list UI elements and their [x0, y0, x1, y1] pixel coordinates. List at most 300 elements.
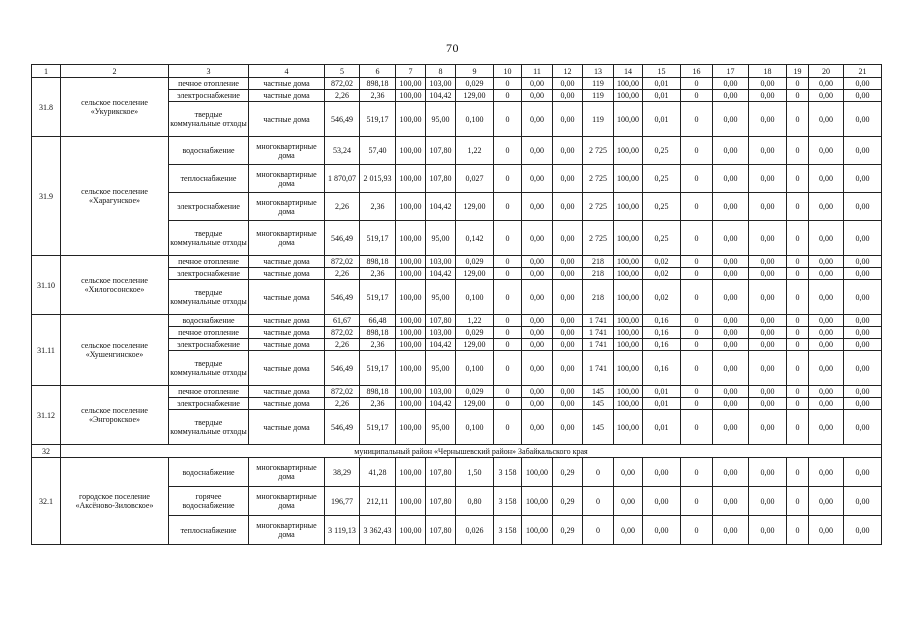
service-type: водоснабжение — [169, 315, 249, 327]
column-header: 18 — [749, 65, 787, 78]
value-cell: 0,25 — [643, 165, 681, 193]
value-cell: 0 — [681, 221, 713, 256]
value-cell: 0,00 — [749, 137, 787, 165]
value-cell: 3 362,43 — [360, 516, 396, 545]
value-cell: 2,36 — [360, 268, 396, 280]
value-cell: 0,00 — [713, 410, 749, 445]
column-header: 15 — [643, 65, 681, 78]
value-cell: 0 — [681, 398, 713, 410]
value-cell: 0,02 — [643, 280, 681, 315]
value-cell: 0,00 — [809, 351, 844, 386]
header-row — [32, 65, 882, 78]
value-cell: 0,00 — [844, 386, 882, 398]
value-cell: 100,00 — [614, 193, 643, 221]
value-cell: 0,00 — [553, 102, 583, 137]
housing-type: многоквартирные дома — [249, 165, 325, 193]
value-cell: 0 — [787, 280, 809, 315]
value-cell: 53,24 — [325, 137, 360, 165]
value-cell: 0 — [787, 102, 809, 137]
value-cell: 0,00 — [809, 90, 844, 102]
value-cell: 0,00 — [844, 458, 882, 487]
value-cell: 0,00 — [522, 327, 553, 339]
table-row — [32, 315, 882, 327]
value-cell: 0,02 — [643, 268, 681, 280]
value-cell: 0,01 — [643, 90, 681, 102]
value-cell: 0,00 — [844, 256, 882, 268]
value-cell: 0,026 — [456, 516, 494, 545]
housing-type: многоквартирные дома — [249, 221, 325, 256]
service-type: электроснабжение — [169, 268, 249, 280]
value-cell: 0,00 — [749, 193, 787, 221]
value-cell: 100,00 — [396, 280, 426, 315]
value-cell: 0 — [681, 516, 713, 545]
value-cell: 100,00 — [614, 78, 643, 90]
value-cell: 0 — [494, 193, 522, 221]
value-cell: 95,00 — [426, 410, 456, 445]
value-cell: 0,00 — [809, 268, 844, 280]
value-cell: 546,49 — [325, 221, 360, 256]
value-cell: 0,00 — [713, 221, 749, 256]
value-cell: 0,00 — [522, 410, 553, 445]
value-cell: 0 — [494, 221, 522, 256]
service-type: электроснабжение — [169, 193, 249, 221]
value-cell: 519,17 — [360, 102, 396, 137]
value-cell: 0,00 — [522, 398, 553, 410]
value-cell: 898,18 — [360, 256, 396, 268]
value-cell: 0,00 — [614, 458, 643, 487]
value-cell: 0,00 — [713, 102, 749, 137]
value-cell: 0,00 — [844, 90, 882, 102]
value-cell: 0 — [681, 487, 713, 516]
value-cell: 218 — [583, 268, 614, 280]
value-cell: 0,00 — [809, 78, 844, 90]
value-cell: 100,00 — [522, 458, 553, 487]
value-cell: 2,26 — [325, 339, 360, 351]
value-cell: 0,00 — [553, 221, 583, 256]
table-body — [32, 65, 882, 545]
value-cell: 0,00 — [809, 315, 844, 327]
value-cell: 0,029 — [456, 78, 494, 90]
row-number: 31.10 — [32, 256, 61, 315]
value-cell: 2 725 — [583, 193, 614, 221]
value-cell: 145 — [583, 410, 614, 445]
value-cell: 0,00 — [809, 280, 844, 315]
column-header: 9 — [456, 65, 494, 78]
value-cell: 0,01 — [643, 386, 681, 398]
value-cell: 0,00 — [749, 256, 787, 268]
value-cell: 0 — [787, 351, 809, 386]
value-cell: 0,16 — [643, 315, 681, 327]
value-cell: 100,00 — [396, 268, 426, 280]
column-header: 19 — [787, 65, 809, 78]
value-cell: 100,00 — [396, 193, 426, 221]
value-cell: 0,00 — [749, 327, 787, 339]
value-cell: 0,00 — [844, 339, 882, 351]
value-cell: 0 — [787, 339, 809, 351]
value-cell: 218 — [583, 256, 614, 268]
value-cell: 0,00 — [809, 327, 844, 339]
value-cell: 2,36 — [360, 90, 396, 102]
value-cell: 0,00 — [844, 78, 882, 90]
value-cell: 100,00 — [396, 458, 426, 487]
value-cell: 519,17 — [360, 351, 396, 386]
value-cell: 0,00 — [749, 487, 787, 516]
value-cell: 0 — [681, 268, 713, 280]
service-type: водоснабжение — [169, 137, 249, 165]
value-cell: 0,00 — [713, 339, 749, 351]
column-header: 3 — [169, 65, 249, 78]
value-cell: 546,49 — [325, 102, 360, 137]
value-cell: 0,00 — [553, 315, 583, 327]
value-cell: 0,00 — [522, 351, 553, 386]
value-cell: 0,00 — [749, 339, 787, 351]
value-cell: 898,18 — [360, 386, 396, 398]
housing-type: частные дома — [249, 386, 325, 398]
value-cell: 0,00 — [713, 193, 749, 221]
value-cell: 0,00 — [614, 487, 643, 516]
service-type: твердые коммунальные отходы — [169, 221, 249, 256]
value-cell: 2,26 — [325, 398, 360, 410]
value-cell: 872,02 — [325, 386, 360, 398]
value-cell: 100,00 — [614, 386, 643, 398]
value-cell: 0 — [681, 458, 713, 487]
value-cell: 0,00 — [643, 487, 681, 516]
value-cell: 100,00 — [614, 137, 643, 165]
value-cell: 0,00 — [749, 280, 787, 315]
housing-type: многоквартирные дома — [249, 193, 325, 221]
value-cell: 100,00 — [614, 410, 643, 445]
value-cell: 0,00 — [643, 458, 681, 487]
value-cell: 3 158 — [494, 458, 522, 487]
value-cell: 0,00 — [713, 327, 749, 339]
value-cell: 0 — [681, 327, 713, 339]
value-cell: 0,00 — [553, 339, 583, 351]
section-number: 32 — [32, 445, 61, 458]
value-cell: 0 — [787, 458, 809, 487]
value-cell: 0,00 — [809, 339, 844, 351]
value-cell: 0,00 — [844, 193, 882, 221]
value-cell: 0 — [494, 165, 522, 193]
service-type: теплоснабжение — [169, 516, 249, 545]
column-header: 4 — [249, 65, 325, 78]
value-cell: 0 — [787, 137, 809, 165]
value-cell: 103,00 — [426, 78, 456, 90]
value-cell: 0 — [494, 78, 522, 90]
value-cell: 0,00 — [522, 268, 553, 280]
value-cell: 107,80 — [426, 487, 456, 516]
value-cell: 104,42 — [426, 339, 456, 351]
value-cell: 0,00 — [522, 256, 553, 268]
value-cell: 0 — [787, 487, 809, 516]
value-cell: 0 — [494, 90, 522, 102]
value-cell: 100,00 — [396, 487, 426, 516]
value-cell: 0,00 — [522, 315, 553, 327]
value-cell: 546,49 — [325, 351, 360, 386]
value-cell: 0,00 — [749, 458, 787, 487]
value-cell: 0,00 — [844, 137, 882, 165]
value-cell: 872,02 — [325, 327, 360, 339]
value-cell: 107,80 — [426, 165, 456, 193]
housing-type: частные дома — [249, 315, 325, 327]
value-cell: 103,00 — [426, 256, 456, 268]
value-cell: 107,80 — [426, 516, 456, 545]
value-cell: 100,00 — [396, 165, 426, 193]
value-cell: 1,22 — [456, 315, 494, 327]
value-cell: 61,67 — [325, 315, 360, 327]
value-cell: 0,00 — [844, 398, 882, 410]
value-cell: 0 — [494, 398, 522, 410]
value-cell: 0,00 — [713, 487, 749, 516]
value-cell: 0,00 — [553, 280, 583, 315]
value-cell: 0,142 — [456, 221, 494, 256]
value-cell: 1 741 — [583, 315, 614, 327]
housing-type: многоквартирные дома — [249, 458, 325, 487]
value-cell: 0,00 — [522, 78, 553, 90]
value-cell: 0 — [681, 410, 713, 445]
value-cell: 0 — [681, 102, 713, 137]
value-cell: 0,00 — [809, 487, 844, 516]
value-cell: 0,00 — [522, 165, 553, 193]
value-cell: 1,50 — [456, 458, 494, 487]
housing-type: частные дома — [249, 398, 325, 410]
value-cell: 0,01 — [643, 78, 681, 90]
value-cell: 100,00 — [396, 410, 426, 445]
value-cell: 0,29 — [553, 458, 583, 487]
value-cell: 104,42 — [426, 268, 456, 280]
column-header: 16 — [681, 65, 713, 78]
value-cell: 2 725 — [583, 221, 614, 256]
row-number: 31.8 — [32, 78, 61, 137]
value-cell: 100,00 — [396, 339, 426, 351]
value-cell: 2,26 — [325, 90, 360, 102]
value-cell: 0,29 — [553, 516, 583, 545]
value-cell: 100,00 — [396, 516, 426, 545]
value-cell: 0,00 — [749, 165, 787, 193]
value-cell: 95,00 — [426, 102, 456, 137]
value-cell: 196,77 — [325, 487, 360, 516]
column-header: 10 — [494, 65, 522, 78]
value-cell: 100,00 — [614, 90, 643, 102]
service-type: печное отопление — [169, 256, 249, 268]
value-cell: 145 — [583, 398, 614, 410]
value-cell: 0 — [681, 280, 713, 315]
value-cell: 3 158 — [494, 487, 522, 516]
value-cell: 0,100 — [456, 280, 494, 315]
value-cell: 0 — [681, 351, 713, 386]
value-cell: 212,11 — [360, 487, 396, 516]
section-title: муниципальный район «Чернышевский район» Забайкальского края — [61, 445, 882, 458]
value-cell: 546,49 — [325, 280, 360, 315]
value-cell: 0 — [681, 90, 713, 102]
value-cell: 0 — [494, 315, 522, 327]
value-cell: 0,100 — [456, 410, 494, 445]
settlement-name: сельское поселение «Хилогосонское» — [61, 256, 169, 315]
value-cell: 0,00 — [522, 193, 553, 221]
housing-type: частные дома — [249, 410, 325, 445]
value-cell: 100,00 — [614, 327, 643, 339]
value-cell: 107,80 — [426, 458, 456, 487]
value-cell: 0,00 — [844, 268, 882, 280]
value-cell: 0 — [494, 280, 522, 315]
value-cell: 100,00 — [614, 102, 643, 137]
value-cell: 0,00 — [522, 280, 553, 315]
value-cell: 129,00 — [456, 398, 494, 410]
value-cell: 0 — [787, 78, 809, 90]
value-cell: 0,00 — [713, 90, 749, 102]
service-type: печное отопление — [169, 327, 249, 339]
value-cell: 0,29 — [553, 487, 583, 516]
value-cell: 0,00 — [522, 90, 553, 102]
value-cell: 0,00 — [553, 78, 583, 90]
value-cell: 0 — [787, 327, 809, 339]
service-type: твердые коммунальные отходы — [169, 280, 249, 315]
service-type: горячее водоснабжение — [169, 487, 249, 516]
value-cell: 0 — [787, 90, 809, 102]
value-cell: 0,00 — [809, 386, 844, 398]
value-cell: 0 — [787, 268, 809, 280]
value-cell: 129,00 — [456, 90, 494, 102]
value-cell: 0,00 — [749, 410, 787, 445]
value-cell: 0,00 — [749, 268, 787, 280]
value-cell: 0,00 — [713, 280, 749, 315]
value-cell: 0 — [494, 351, 522, 386]
value-cell: 0 — [583, 458, 614, 487]
value-cell: 0,00 — [713, 165, 749, 193]
value-cell: 2,26 — [325, 193, 360, 221]
value-cell: 0,00 — [749, 315, 787, 327]
value-cell: 519,17 — [360, 410, 396, 445]
service-type: твердые коммунальные отходы — [169, 351, 249, 386]
value-cell: 119 — [583, 90, 614, 102]
column-header: 5 — [325, 65, 360, 78]
value-cell: 0 — [494, 256, 522, 268]
service-type: электроснабжение — [169, 90, 249, 102]
section-row — [32, 445, 882, 458]
value-cell: 2,36 — [360, 398, 396, 410]
housing-type: частные дома — [249, 339, 325, 351]
value-cell: 0 — [681, 339, 713, 351]
value-cell: 0,00 — [713, 137, 749, 165]
housing-type: частные дома — [249, 256, 325, 268]
settlement-name: сельское поселение «Укурикское» — [61, 78, 169, 137]
value-cell: 0,00 — [713, 315, 749, 327]
service-type: твердые коммунальные отходы — [169, 102, 249, 137]
service-type: водоснабжение — [169, 458, 249, 487]
value-cell: 0 — [681, 256, 713, 268]
value-cell: 100,00 — [396, 398, 426, 410]
value-cell: 0,00 — [844, 327, 882, 339]
column-header: 7 — [396, 65, 426, 78]
housing-type: частные дома — [249, 280, 325, 315]
value-cell: 0,00 — [553, 398, 583, 410]
value-cell: 100,00 — [614, 398, 643, 410]
value-cell: 2 725 — [583, 165, 614, 193]
value-cell: 218 — [583, 280, 614, 315]
value-cell: 0 — [787, 516, 809, 545]
tariff-table — [31, 64, 882, 545]
value-cell: 0 — [494, 386, 522, 398]
value-cell: 100,00 — [614, 280, 643, 315]
column-header: 11 — [522, 65, 553, 78]
value-cell: 0,00 — [844, 315, 882, 327]
row-number: 32.1 — [32, 458, 61, 545]
service-type: теплоснабжение — [169, 165, 249, 193]
housing-type: частные дома — [249, 90, 325, 102]
value-cell: 95,00 — [426, 351, 456, 386]
page-number: 70 — [446, 41, 459, 55]
value-cell: 0,00 — [844, 221, 882, 256]
value-cell: 0 — [494, 137, 522, 165]
value-cell: 0 — [681, 165, 713, 193]
housing-type: многоквартирные дома — [249, 137, 325, 165]
value-cell: 0,100 — [456, 102, 494, 137]
value-cell: 100,00 — [522, 516, 553, 545]
housing-type: многоквартирные дома — [249, 487, 325, 516]
value-cell: 119 — [583, 102, 614, 137]
value-cell: 0,00 — [809, 256, 844, 268]
settlement-name: сельское поселение «Энгорокское» — [61, 386, 169, 445]
value-cell: 0,100 — [456, 351, 494, 386]
column-header: 13 — [583, 65, 614, 78]
column-header: 20 — [809, 65, 844, 78]
value-cell: 0,00 — [844, 410, 882, 445]
value-cell: 0,00 — [844, 487, 882, 516]
value-cell: 100,00 — [614, 268, 643, 280]
value-cell: 100,00 — [396, 102, 426, 137]
value-cell: 0,00 — [713, 386, 749, 398]
value-cell: 872,02 — [325, 256, 360, 268]
housing-type: частные дома — [249, 102, 325, 137]
column-header: 6 — [360, 65, 396, 78]
value-cell: 2 015,93 — [360, 165, 396, 193]
value-cell: 0 — [494, 339, 522, 351]
value-cell: 104,42 — [426, 398, 456, 410]
value-cell: 0 — [681, 137, 713, 165]
value-cell: 872,02 — [325, 78, 360, 90]
value-cell: 0,25 — [643, 137, 681, 165]
value-cell: 0,00 — [713, 398, 749, 410]
column-header: 21 — [844, 65, 882, 78]
value-cell: 0,00 — [643, 516, 681, 545]
value-cell: 100,00 — [614, 315, 643, 327]
value-cell: 100,00 — [396, 256, 426, 268]
value-cell: 0,00 — [844, 165, 882, 193]
value-cell: 1 870,07 — [325, 165, 360, 193]
value-cell: 0,00 — [749, 398, 787, 410]
value-cell: 0,00 — [809, 458, 844, 487]
value-cell: 2,36 — [360, 339, 396, 351]
value-cell: 100,00 — [396, 221, 426, 256]
value-cell: 0,00 — [809, 398, 844, 410]
column-header: 1 — [32, 65, 61, 78]
value-cell: 0,00 — [553, 137, 583, 165]
table-row — [32, 137, 882, 165]
value-cell: 3 158 — [494, 516, 522, 545]
value-cell: 0,00 — [553, 193, 583, 221]
value-cell: 0,00 — [522, 102, 553, 137]
value-cell: 0 — [681, 78, 713, 90]
value-cell: 0,029 — [456, 256, 494, 268]
value-cell: 0,00 — [553, 410, 583, 445]
value-cell: 100,00 — [614, 165, 643, 193]
value-cell: 3 119,13 — [325, 516, 360, 545]
value-cell: 0,00 — [844, 516, 882, 545]
value-cell: 2,36 — [360, 193, 396, 221]
value-cell: 0,00 — [749, 90, 787, 102]
value-cell: 0,00 — [749, 221, 787, 256]
value-cell: 0 — [787, 410, 809, 445]
value-cell: 0,00 — [522, 221, 553, 256]
